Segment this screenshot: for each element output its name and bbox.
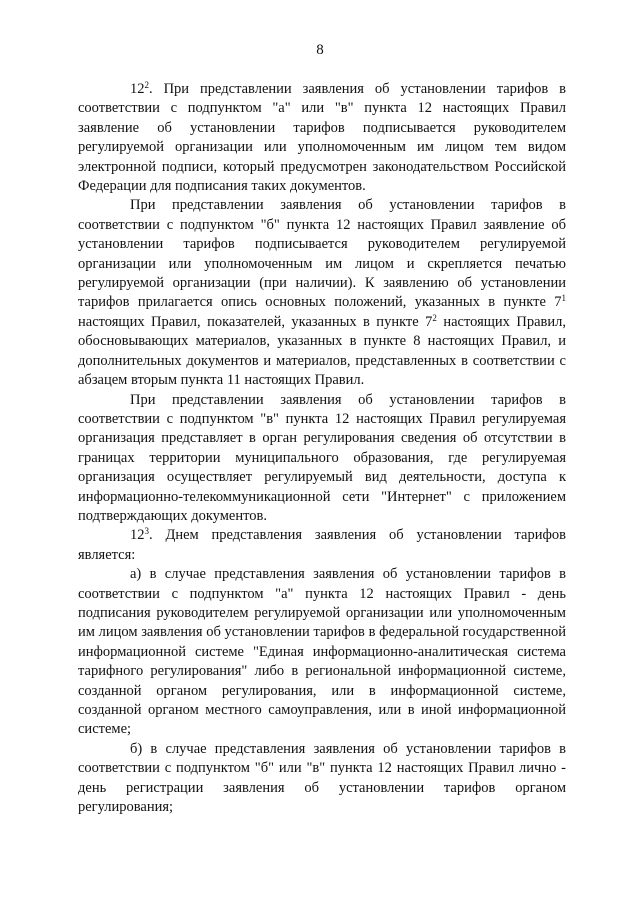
document-body [78, 80, 566, 817]
paragraph [78, 526, 566, 565]
paragraph-text: . Днем представления заявления об установлении тарифов является: [78, 527, 566, 563]
paragraph [78, 565, 566, 740]
superscript: 2 [432, 312, 437, 323]
paragraph-text: настоящих Правил, показателей, указанных в пункте 7 [78, 313, 433, 330]
paragraph [78, 740, 566, 818]
paragraph [78, 391, 566, 527]
paragraph-text: а) в случае представления заявления об установлении тарифов в соответствии с подпунктом "а" пункта 12 настоящих Правил - день подписания руководителем регулируемой организации или уполномоченным им лицом заявления об установлении тарифов в федеральной государственной информационной системе "Единая информационно-аналитическая система тарифного регулирования" либо в региональной информационной системе, созданной органом регулирования, или в информационной системе, созданной органом местного самоуправления, или в иной информационной системе; [78, 566, 566, 738]
superscript: 1 [561, 293, 566, 304]
paragraph [78, 80, 566, 196]
paragraph-text: настоящих Правил, обосновывающих материалов, указанных в пункте 8 настоящих Правил, и дополнительных документов и материалов, представленных в соответствии с абзацем вторым пункта 11 настоящих Правил. [78, 313, 566, 389]
paragraph [78, 196, 566, 390]
page-number: 8 [316, 42, 324, 58]
paragraph-text: б) в случае представления заявления об установлении тарифов в соответствии с подпунктом "б" или "в" пункта 12 настоящих Правил лично - день регистрации заявления об установлении тарифов органом регулирования; [78, 740, 566, 816]
paragraph-text: При представлении заявления об установлении тарифов в соответствии с подпунктом "в" пункта 12 настоящих Правил регулируемая организация представляет в орган регулирования сведения об отсутствии в границах территории муниципального образования, где регулируемая организация осуществляет регулируемый вид деятельности, доступа к информационно-телекоммуникационной сети "Интернет" с приложением подтверждающих документов. [78, 391, 566, 524]
paragraph-text: 12 [130, 81, 145, 97]
superscript: 3 [144, 526, 149, 537]
paragraph-text: При представлении заявления об установлении тарифов в соответствии с подпунктом "б" пункта 12 настоящих Правил заявление об установлении тарифов подписывается руководителем регулируемой организации или уполномоченным им лицом и скрепляется печатью регулируемой организации (при наличии). К заявлению об установлении тарифов прилагается опись основных положений, указанных в пункте 7 [78, 197, 566, 311]
paragraph-text: 12 [130, 527, 145, 544]
paragraph-text: . При представлении заявления об установлении тарифов в соответствии с подпунктом "а" или "в" пункта 12 настоящих Правил заявление об установлении тарифов подписывается руководителем регулируемой организации или уполномоченным им лицом тем видом электронной подписи, который предусмотрен законодательством Российской Федерации для подписания таких документов. [78, 81, 566, 195]
superscript: 2 [144, 80, 149, 90]
